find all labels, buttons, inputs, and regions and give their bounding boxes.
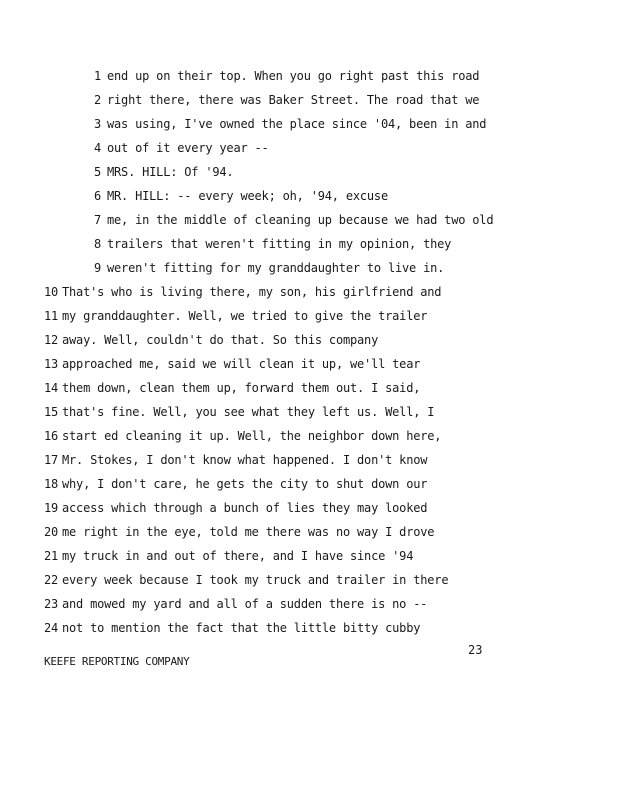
line-number: 20 (44, 525, 59, 539)
line-number: 2 (94, 93, 102, 107)
line-text: that's fine. Well, you see what they left us. Well, I (62, 405, 435, 419)
line-number: 4 (94, 141, 102, 155)
transcript-line (0, 112, 618, 136)
transcript-line (0, 64, 618, 88)
line-number: 16 (44, 429, 59, 443)
transcript-line (0, 616, 618, 640)
line-number: 17 (44, 453, 59, 467)
transcript-line (0, 136, 618, 160)
transcript-line (0, 568, 618, 592)
line-number: 8 (94, 237, 102, 251)
transcript-line (0, 352, 618, 376)
transcript-body (0, 64, 618, 640)
line-text: MRS. HILL: Of '94. (107, 165, 234, 179)
line-text: trailers that weren't fitting in my opinion, they (107, 237, 452, 251)
transcript-line (0, 448, 618, 472)
line-text: weren't fitting for my granddaughter to live in. (107, 261, 445, 275)
transcript-line (0, 280, 618, 304)
line-text: end up on their top. When you go right past this road (107, 69, 480, 83)
line-number: 24 (44, 621, 59, 635)
transcript-line (0, 592, 618, 616)
transcript-line (0, 184, 618, 208)
transcript-line (0, 160, 618, 184)
line-number: 6 (94, 189, 102, 203)
transcript-line (0, 88, 618, 112)
line-number: 14 (44, 381, 59, 395)
line-text: That's who is living there, my son, his girlfriend and (62, 285, 442, 299)
footer-company-name: KEEFE REPORTING COMPANY (44, 655, 190, 668)
line-text: why, I don't care, he gets the city to shut down our (62, 477, 428, 491)
line-number: 10 (44, 285, 59, 299)
transcript-line (0, 232, 618, 256)
line-number: 18 (44, 477, 59, 491)
line-number: 15 (44, 405, 59, 419)
transcript-line (0, 520, 618, 544)
line-number: 23 (44, 597, 59, 611)
transcript-line (0, 544, 618, 568)
line-number: 11 (44, 309, 59, 323)
line-text: away. Well, couldn't do that. So this company (62, 333, 379, 347)
line-text: was using, I've owned the place since '04, been in and (107, 117, 487, 131)
line-text: right there, there was Baker Street. The road that we (107, 93, 480, 107)
line-number: 19 (44, 501, 59, 515)
line-text: start ed cleaning it up. Well, the neighbor down here, (62, 429, 442, 443)
transcript-line (0, 496, 618, 520)
line-text: approached me, said we will clean it up, we'll tear (62, 357, 421, 371)
transcript-line (0, 328, 618, 352)
line-number: 13 (44, 357, 59, 371)
line-text: not to mention the fact that the little bitty cubby (62, 621, 421, 635)
line-text: them down, clean them up, forward them out. I said, (62, 381, 421, 395)
transcript-line (0, 376, 618, 400)
line-number: 22 (44, 573, 59, 587)
transcript-line (0, 472, 618, 496)
line-text: me, in the middle of cleaning up because we had two old (107, 213, 494, 227)
line-text: access which through a bunch of lies they may looked (62, 501, 428, 515)
transcript-line (0, 400, 618, 424)
transcript-line (0, 424, 618, 448)
page-number: 23 (468, 643, 483, 657)
line-number: 5 (94, 165, 102, 179)
line-number: 9 (94, 261, 102, 275)
line-number: 1 (94, 69, 102, 83)
line-text: MR. HILL: -- every week; oh, '94, excuse (107, 189, 388, 203)
line-text: my granddaughter. Well, we tried to give the trailer (62, 309, 428, 323)
transcript-line (0, 304, 618, 328)
line-number: 12 (44, 333, 59, 347)
transcript-line (0, 256, 618, 280)
line-number: 3 (94, 117, 102, 131)
transcript-line (0, 208, 618, 232)
line-text: every week because I took my truck and trailer in there (62, 573, 449, 587)
line-text: and mowed my yard and all of a sudden there is no -- (62, 597, 428, 611)
line-text: me right in the eye, told me there was no way I drove (62, 525, 435, 539)
line-text: Mr. Stokes, I don't know what happened. I don't know (62, 453, 428, 467)
line-text: out of it every year -- (107, 141, 269, 155)
line-text: my truck in and out of there, and I have since '94 (62, 549, 414, 563)
line-number: 7 (94, 213, 102, 227)
line-number: 21 (44, 549, 59, 563)
